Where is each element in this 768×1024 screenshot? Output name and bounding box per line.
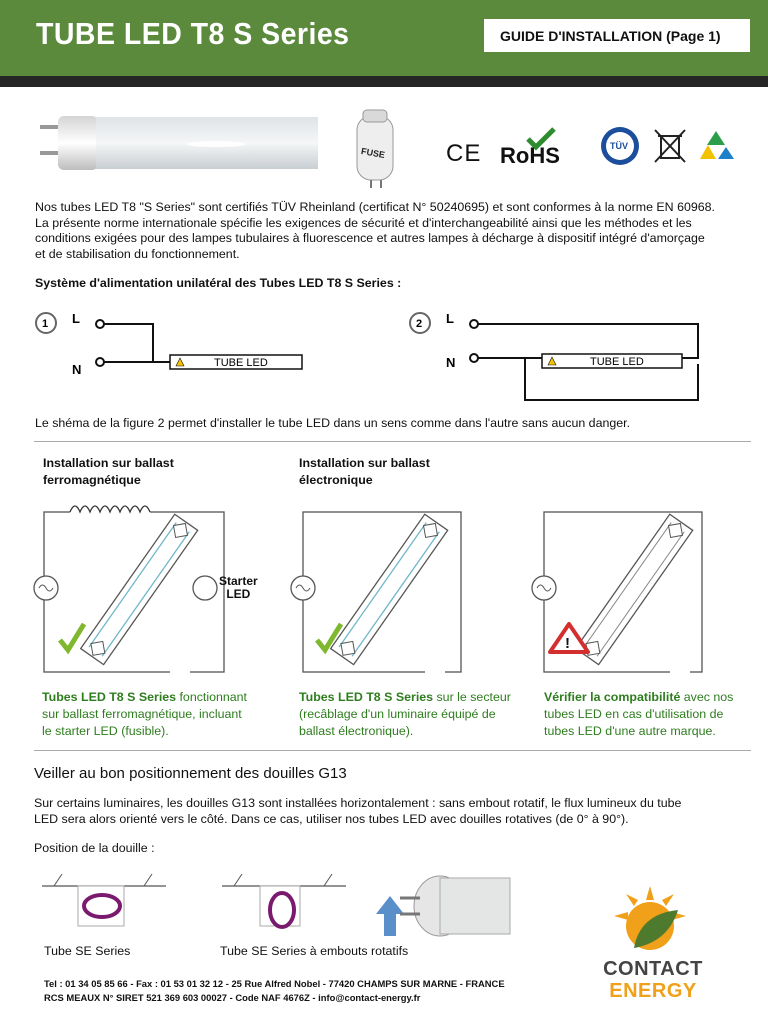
- caption-line: [42, 689, 247, 706]
- guide-title: GUIDE D'INSTALLATION (Page 1): [500, 28, 721, 44]
- socket-label-2: Tube SE Series à embouts rotatifs: [220, 944, 409, 958]
- intro-line: et de stabilisation du fonctionnement.: [35, 246, 240, 261]
- label-l: L: [446, 311, 454, 326]
- rotative-endcap-image: [370, 868, 515, 948]
- caption-line: [299, 689, 511, 706]
- svg-text:FUSE: FUSE: [360, 145, 386, 161]
- weee-bin-icon: [652, 128, 688, 166]
- footer-contact: [44, 977, 505, 1005]
- caption-text: fonctionnant: [176, 690, 248, 704]
- heading-line: Installation sur ballast: [299, 456, 430, 470]
- caption-line: tubes LED en cas d'utilisation de: [544, 707, 724, 721]
- system-heading: Système d'alimentation unilatéral des Tubes LED T8 S Series :: [35, 276, 402, 290]
- heading-line: électronique: [299, 473, 373, 487]
- contact-energy-sun-logo-icon: [612, 884, 688, 956]
- compatibility-caption: [544, 689, 733, 740]
- ballast-ferro-caption: [42, 689, 247, 740]
- wiring-diagrams: [30, 300, 750, 412]
- caption-text: sur le secteur: [433, 690, 511, 704]
- starter-led-label: [219, 575, 258, 601]
- recycle-icon: [696, 129, 736, 165]
- footer-line: Tel : 01 34 05 85 66 - Fax : 01 53 01 32 12 - 25 Rue Alfred Nobel - 77420 CHAMPS SUR MARNE - FRANCE: [44, 978, 505, 989]
- divider: [34, 750, 751, 751]
- heading-line: ferromagnétique: [43, 473, 141, 487]
- g13-line: LED sera alors orienté vers le côté. Dans ce cas, utiliser nos tubes LED avec douilles rotatives (de 0° à 90°).: [34, 811, 629, 826]
- caption-bold: Tubes LED T8 S Series: [42, 690, 177, 704]
- caption-line: [544, 689, 733, 706]
- ballast-ferro-heading: [43, 455, 174, 489]
- caption-line: tubes LED d'une autre marque.: [544, 724, 716, 738]
- divider: [34, 441, 751, 442]
- footer-line: RCS MEAUX N° SIRET 521 369 603 00027 - Code NAF 4676Z - info@contact-energy.fr: [44, 992, 421, 1003]
- intro-line: Nos tubes LED T8 "S Series" sont certifiés TÜV Rheinland (certificat N° 50240695) et sont conformes à la norme EN 60968.: [35, 200, 715, 214]
- ce-logo: CE: [446, 140, 482, 167]
- brand-line-2: ENERGY: [609, 980, 697, 1002]
- ballast-electronic-caption: [299, 689, 511, 740]
- diagram-2-number: 2: [416, 318, 423, 330]
- caption-bold: Vérifier la compatibilité: [544, 690, 681, 704]
- page-title: TUBE LED T8 S Series: [36, 16, 350, 51]
- position-label: Position de la douille :: [34, 841, 155, 855]
- caption-line: le starter LED (fusible).: [42, 724, 169, 738]
- tuv-logo: [600, 126, 640, 166]
- label-n: N: [446, 355, 456, 370]
- brand-line-1: CONTACT: [603, 958, 703, 980]
- starter-label-line: Starter: [219, 574, 258, 588]
- socket-rotative-diagram: [220, 866, 350, 936]
- caption-bold: Tubes LED T8 S Series: [299, 690, 434, 704]
- fuse-starter-image: [353, 108, 399, 190]
- caption-line: (recâblage d'un luminaire équipé de: [299, 707, 496, 721]
- socket-horizontal-diagram: [40, 866, 170, 936]
- electronic-ballast-diagram: [285, 498, 465, 678]
- compatibility-diagram: [530, 498, 710, 678]
- intro-line: La présente norme internationale spécifie les exigences de sécurité et d'interchangeabilité ainsi que les méthodes et les: [35, 215, 692, 230]
- rohs-logo: [498, 125, 582, 169]
- g13-paragraph: [34, 796, 749, 827]
- schema-note: Le shéma de la figure 2 permet d'installer le tube LED dans un sens comme dans l'autre sans aucun danger.: [35, 416, 631, 430]
- caption-line: sur ballast ferromagnétique, incluant: [42, 707, 242, 721]
- tube-led-image: [36, 108, 366, 188]
- heading-line: Installation sur ballast: [43, 456, 174, 470]
- tube-led-label: TUBE LED: [590, 356, 644, 368]
- intro-line: conditions exigées pour des lampes tubulaires à fluorescence et autres lampes à décharge à dispositif intégré d'amorçage: [35, 231, 705, 245]
- brand-logo: [588, 958, 718, 1002]
- diagram-1-number: 1: [42, 318, 49, 330]
- label-l: L: [72, 311, 80, 326]
- caption-line: ballast électronique).: [299, 724, 414, 738]
- rohs-logo-text: RoHS: [500, 143, 560, 168]
- starter-label-line: LED: [226, 587, 251, 601]
- header-dark-bar: [0, 76, 768, 87]
- g13-line: Sur certains luminaires, les douilles G13 sont installées horizontalement : sans embout rotatif, le flux lumineux du tube: [34, 796, 682, 810]
- intro-paragraph: [35, 200, 750, 262]
- tube-led-label: TUBE LED: [214, 357, 268, 369]
- ballast-electronic-heading: [299, 455, 430, 489]
- caption-text: avec nos: [680, 690, 734, 704]
- socket-label-1: Tube SE Series: [44, 944, 131, 958]
- tuv-logo-text: TÜV: [610, 141, 628, 151]
- svg-text:!: !: [565, 635, 570, 652]
- label-n: N: [72, 362, 82, 377]
- g13-title: Veiller au bon positionnement des douilles G13: [34, 765, 347, 782]
